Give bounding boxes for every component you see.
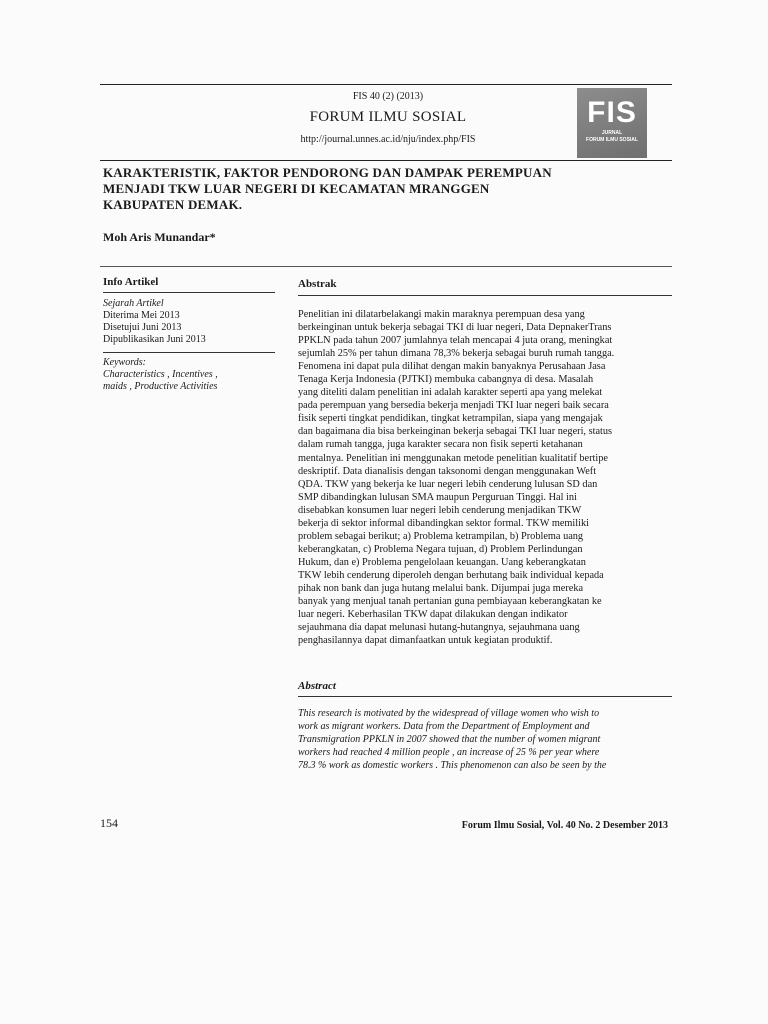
- info-heading: Info Artikel: [103, 276, 275, 293]
- text-line: dan bagaimana dia bisa berkeinginan bekerja sebagai TKI luar negeri, status: [298, 426, 613, 438]
- keywords-heading: Keywords:: [103, 357, 146, 368]
- logo-main-text: FIS: [587, 96, 637, 129]
- text-line: pada perempuan yang bersedia bekerja menjadi TKI luar negeri baik secara: [298, 400, 609, 412]
- text-line: pihak non bank dan juga hutang melalui bank. Dijumpai juga mereka: [298, 582, 584, 594]
- header-bottom-rule: [100, 160, 672, 161]
- journal-logo: [577, 88, 647, 158]
- running-footer: Forum Ilmu Sosial, Vol. 40 No. 2 Desember 2013: [461, 820, 668, 831]
- issue-label: FIS 40 (2) (2013): [352, 91, 424, 102]
- text-line: sejumlah 25% per tahun dimana 78,3% bekerja sebagai buruh rumah tangga.: [298, 348, 615, 360]
- article-author: Moh Aris Munandar*: [103, 230, 216, 244]
- logo-sub-text-1: JURNAL: [601, 130, 623, 136]
- abstrak-body: [298, 308, 670, 647]
- text-line: PPKLN pada tahun 2007 jumlahnya telah mencapai 4 juta orang, meningkat: [298, 335, 613, 347]
- text-line: work as migrant workers. Data from the Department of Employment and: [298, 721, 590, 733]
- text-line: banyak yang menjual tanah pertanian guna pembiayaan keberangkatan ke: [298, 596, 602, 608]
- author-divider: [100, 266, 672, 267]
- text-line: workers had reached 4 million people , an increase of 25 % per year where: [298, 747, 600, 759]
- text-line: penghasilannya dapat dimanfaatkan untuk kegiatan produktif.: [298, 635, 553, 647]
- title-line: MENJADI TKW LUAR NEGERI DI KECAMATAN MRANGGEN: [103, 181, 490, 196]
- history-item: Disetujui Juni 2013: [103, 322, 182, 333]
- text-line: TKW lebih cenderung diperoleh dengan berhutang baik individual kepada: [298, 569, 604, 581]
- text-line: QDA. TKW yang bekerja ke luar negeri lebih cenderung lulusan SD dan: [298, 478, 598, 490]
- history-heading: Sejarah Artikel: [103, 298, 164, 309]
- text-line: Penelitian ini dilatarbelakangi makin maraknya perempuan desa yang: [298, 309, 585, 320]
- title-line: KABUPATEN DEMAK.: [103, 197, 243, 212]
- page-number: 154: [100, 816, 118, 830]
- title-line: KARAKTERISTIK, FAKTOR PENDORONG DAN DAMPAK PEREMPUAN: [103, 165, 552, 180]
- logo-sub-text-2: FORUM ILMU SOSIAL: [586, 137, 638, 143]
- text-line: fisik seperti tingkat pendidikan, tingkat ketrampilan, siapa yang mengajak: [298, 413, 603, 425]
- abstrak-heading: Abstrak: [298, 278, 672, 296]
- abstract-section: [298, 680, 672, 772]
- text-line: deskriptif. Data dianalisis dengan taksonomi dengan menggunakan Weft: [298, 465, 597, 477]
- article-info-panel: [103, 276, 275, 393]
- text-line: disebabkan konsumen luar negeri lebih cenderung menjadikan TKW: [298, 504, 582, 516]
- journal-url-link[interactable]: http://journal.unnes.ac.id/nju/index.php/FIS: [300, 134, 476, 145]
- text-line: dalam rumah tangga, juga karakter secara non fisik seperti ketahanan: [298, 439, 583, 451]
- text-line: yang diteliti dalam penelitian ini adalah karakter seperti apa yang melekat: [298, 387, 603, 399]
- text-line: luar negeri. Keberhasilan TKW dapat dilakukan dengan indikator: [298, 609, 568, 621]
- history-item: Dipublikasikan Juni 2013: [103, 334, 206, 345]
- text-line: keberangkatan, c) Problema Negara tujuan, d) Problem Perlindungan: [298, 543, 583, 555]
- history-item: Diterima Mei 2013: [103, 310, 180, 321]
- header-top-rule: [100, 84, 672, 85]
- keywords-block: [103, 352, 275, 393]
- text-line: sejauhmana dia dapat melunasi hutang-hutangnya, sejauhmana uang: [298, 622, 580, 634]
- text-line: bekerja di sektor informal dibandingkan sektor formal. TKW memiliki: [298, 517, 590, 529]
- abstrak-section: [298, 278, 672, 647]
- abstract-heading: Abstract: [298, 680, 672, 697]
- article-title: [103, 165, 663, 213]
- text-line: Tenaga Kerja Indonesia (PJTKI) membuka cabangnya di desa. Masalah: [298, 374, 594, 386]
- abstract-body: [298, 707, 670, 772]
- text-line: mentalnya. Penelitian ini menggunakan metode penelitian kualitatif bertipe: [298, 452, 608, 464]
- text-line: This research is motivated by the widespread of village women who wish to: [298, 708, 600, 719]
- text-line: Fenomena ini dapat pula dilihat dengan makin banyaknya Perusahaan Jasa: [298, 361, 606, 373]
- text-line: Transmigration PPKLN in 2007 showed that the number of women migrant: [298, 734, 601, 746]
- text-line: problem sebagai berikut; a) Problema ketrampilan, b) Problema uang: [298, 530, 584, 542]
- text-line: Hukum, dan e) Problema pengelolaan keuangan. Uang keberangkatan: [298, 556, 586, 568]
- text-line: berkeinginan untuk bekerja sebagai TKI di luar negeri, Data DepnakerTrans: [298, 322, 612, 334]
- journal-name: FORUM ILMU SOSIAL: [309, 109, 467, 125]
- text-line: 78.3 % work as domestic workers . This phenomenon can also be seen by the: [298, 760, 607, 772]
- keywords-line: Characteristics , Incentives ,: [103, 369, 218, 380]
- text-line: SMP dibandingkan lulusan SMA maupun Perguruan Tinggi. Hal ini: [298, 491, 577, 503]
- keywords-line: maids , Productive Activities: [103, 381, 218, 392]
